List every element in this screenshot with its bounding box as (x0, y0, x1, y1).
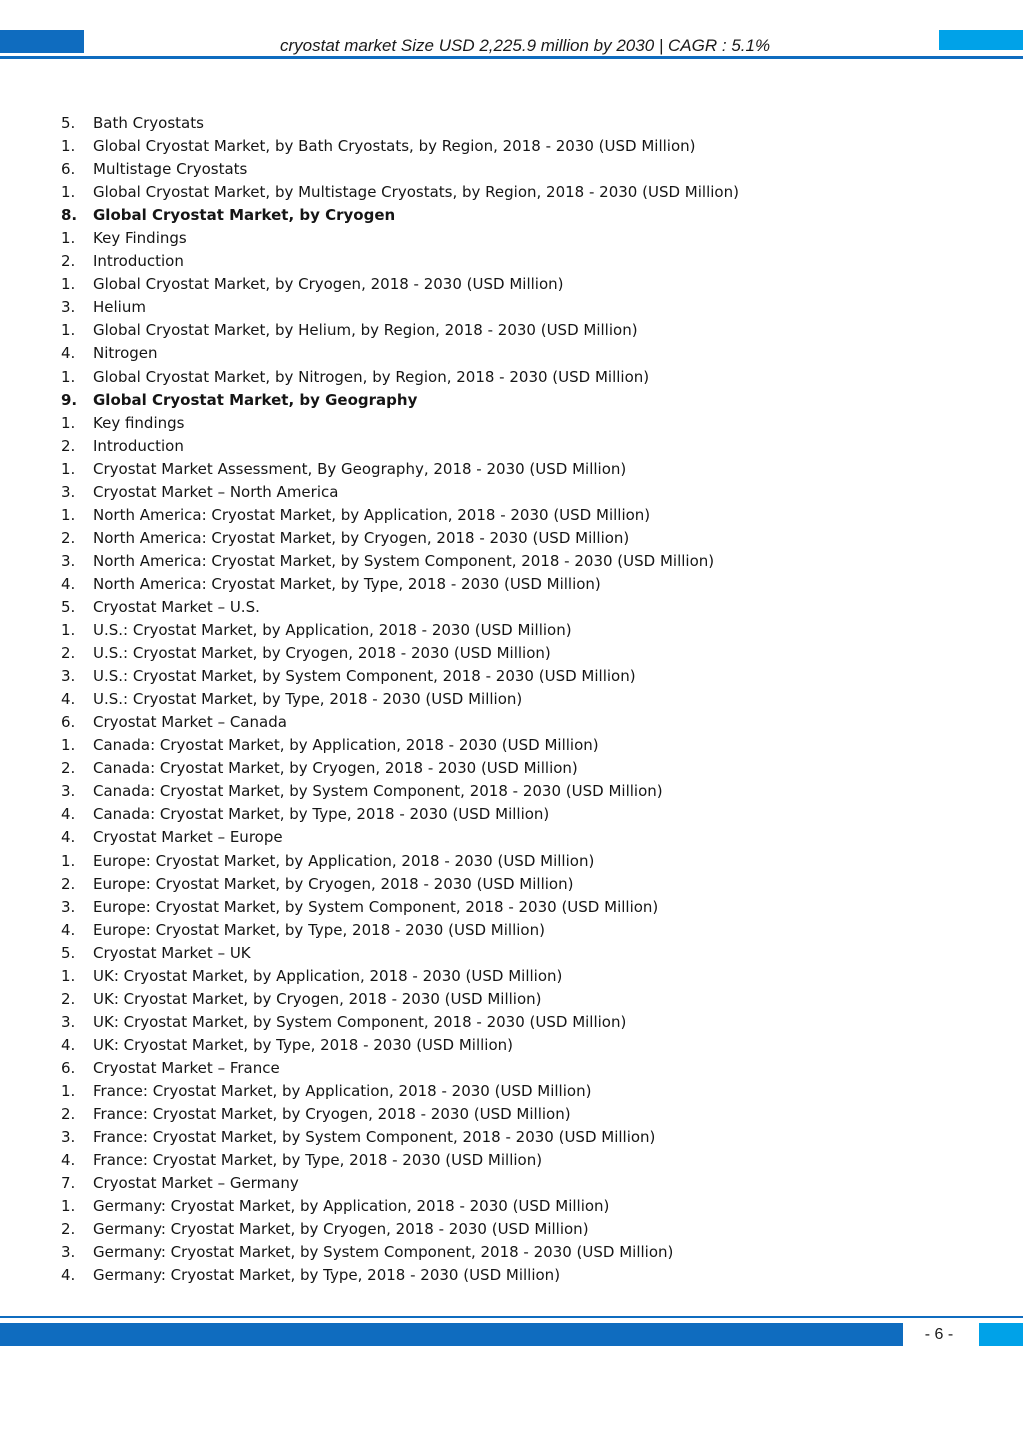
toc-entry (0, 873, 1023, 896)
toc-entry-text: Global Cryostat Market, by Nitrogen, by Region, 2018 - 2030 (USD Million) (93, 367, 650, 386)
toc-entry (0, 1218, 1023, 1241)
toc-entry (0, 1264, 1023, 1287)
toc-entry-text: Cryostat Market – France (93, 1058, 280, 1077)
toc-entry-text: U.S.: Cryostat Market, by Type, 2018 - 2030 (USD Million) (93, 690, 523, 709)
toc-entry-text: Key Findings (93, 229, 187, 248)
toc-entry-text: Bath Cryostats (93, 114, 204, 132)
footer-accent-block-right (979, 1323, 1023, 1346)
toc-entry (0, 435, 1023, 458)
toc-entry-text: Europe: Cryostat Market, by Cryogen, 2018 - 2030 (USD Million) (93, 874, 574, 893)
toc-entry-number: 1. (61, 413, 76, 432)
toc-entry (0, 734, 1023, 757)
toc-entry-text: Cryostat Market – UK (93, 943, 251, 962)
toc-entry-text: Cryostat Market – North America (93, 482, 339, 501)
toc-entry-number: 2. (61, 1220, 76, 1239)
toc-entry-number: 1. (61, 321, 76, 340)
toc-entry-number: 2. (61, 644, 76, 663)
toc-entry-text: Introduction (93, 436, 184, 455)
toc-entry (0, 527, 1023, 550)
toc-entry-text: Cryostat Market – Germany (93, 1174, 299, 1193)
page-number: - 6 - (924, 1326, 954, 1343)
toc-entry-number: 6. (61, 160, 76, 179)
toc-entry-number: 4. (61, 828, 76, 847)
toc-entry-text: U.S.: Cryostat Market, by Cryogen, 2018 - 2030 (USD Million) (93, 644, 551, 663)
toc-entry (0, 896, 1023, 919)
toc-entry-number: 2. (61, 528, 76, 547)
toc-entry-text: UK: Cryostat Market, by System Component, 2018 - 2030 (USD Million) (93, 1012, 627, 1031)
toc-entry-text: Multistage Cryostats (93, 160, 248, 179)
toc-entry-number: 8. (61, 206, 78, 225)
toc-entry (0, 1126, 1023, 1149)
toc-entry (0, 965, 1023, 988)
toc-entry-number: 2. (61, 874, 76, 893)
toc-entry-number: 3. (61, 551, 76, 570)
toc-entry (0, 919, 1023, 942)
toc-entry-number: 5. (61, 114, 76, 132)
toc-entry (0, 757, 1023, 780)
toc-entry (0, 1080, 1023, 1103)
toc-entry-number: 4. (61, 805, 76, 824)
toc-entry (0, 158, 1023, 181)
toc-entry-text: Cryostat Market – Canada (93, 713, 287, 732)
toc-entry-number: 3. (61, 1128, 76, 1147)
toc-entry-text: UK: Cryostat Market, by Type, 2018 - 2030 (USD Million) (93, 1035, 514, 1054)
toc-section-heading (0, 204, 1023, 227)
footer-rule (0, 1316, 1023, 1318)
toc-entry-text: Global Cryostat Market, by Helium, by Region, 2018 - 2030 (USD Million) (93, 321, 638, 340)
toc-entry (0, 803, 1023, 826)
toc-entry (0, 688, 1023, 711)
toc-entry (0, 412, 1023, 435)
toc-entry-number: 2. (61, 1105, 76, 1124)
toc-entry-number: 1. (61, 1197, 76, 1216)
toc-entry (0, 642, 1023, 665)
toc-entry-text: Key findings (93, 413, 185, 432)
footer-accent-bar (0, 1323, 903, 1346)
toc-entry-number: 1. (61, 621, 76, 640)
toc-entry-number: 1. (61, 367, 76, 386)
toc-entry (0, 573, 1023, 596)
toc-entry-text: Global Cryostat Market, by Geography (93, 390, 418, 409)
toc-entry-number: 1. (61, 229, 76, 248)
header-title: cryostat market Size USD 2,225.9 million by 2030 | CAGR : 5.1% (280, 36, 771, 55)
toc-entry-number: 7. (61, 1174, 76, 1193)
toc-entry-text: UK: Cryostat Market, by Application, 2018 - 2030 (USD Million) (93, 966, 563, 985)
toc-entry-number: 3. (61, 1243, 76, 1262)
toc-entry (0, 181, 1023, 204)
toc-entry-text: Global Cryostat Market, by Multistage Cryostats, by Region, 2018 - 2030 (USD Million) (93, 183, 739, 202)
toc-entry-text: North America: Cryostat Market, by Cryogen, 2018 - 2030 (USD Million) (93, 528, 630, 547)
toc-entry-number: 1. (61, 505, 76, 524)
toc-entry-text: Global Cryostat Market, by Cryogen (93, 206, 396, 225)
toc-entry-number: 2. (61, 436, 76, 455)
toc-entry (0, 1103, 1023, 1126)
table-of-contents (0, 112, 1023, 1287)
toc-entry-number: 2. (61, 252, 76, 271)
toc-entry-text: Europe: Cryostat Market, by System Component, 2018 - 2030 (USD Million) (93, 897, 659, 916)
toc-entry (0, 711, 1023, 734)
toc-entry (0, 250, 1023, 273)
toc-entry-text: Canada: Cryostat Market, by Cryogen, 2018 - 2030 (USD Million) (93, 759, 578, 778)
toc-entry (0, 1195, 1023, 1218)
toc-entry-number: 1. (61, 183, 76, 202)
toc-entry-number: 6. (61, 1058, 76, 1077)
toc-entry-text: Helium (93, 298, 146, 317)
toc-entry (0, 1011, 1023, 1034)
toc-entry-number: 3. (61, 482, 76, 501)
toc-entry-text: U.S.: Cryostat Market, by System Component, 2018 - 2030 (USD Million) (93, 667, 636, 686)
toc-entry-text: Cryostat Market – Europe (93, 828, 283, 847)
toc-entry (0, 596, 1023, 619)
toc-entry-text: Canada: Cryostat Market, by Application, 2018 - 2030 (USD Million) (93, 736, 599, 755)
toc-entry-number: 2. (61, 989, 76, 1008)
toc-entry-number: 6. (61, 713, 76, 732)
toc-entry (0, 619, 1023, 642)
toc-entry-number: 1. (61, 137, 76, 156)
toc-entry (0, 850, 1023, 873)
toc-entry (0, 504, 1023, 527)
toc-entry-text: Europe: Cryostat Market, by Application, 2018 - 2030 (USD Million) (93, 851, 595, 870)
toc-entry (0, 135, 1023, 158)
toc-entry-number: 4. (61, 1266, 76, 1285)
toc-entry-text: Cryostat Market Assessment, By Geography, 2018 - 2030 (USD Million) (93, 459, 627, 478)
toc-entry-text: Global Cryostat Market, by Cryogen, 2018 - 2030 (USD Million) (93, 275, 564, 294)
toc-entry-number: 1. (61, 1081, 76, 1100)
toc-entry-number: 9. (61, 390, 78, 409)
toc-entry-text: Nitrogen (93, 344, 158, 363)
toc-entry-text: France: Cryostat Market, by Type, 2018 - 2030 (USD Million) (93, 1151, 543, 1170)
toc-section-heading (0, 389, 1023, 412)
toc-entry-text: France: Cryostat Market, by Cryogen, 2018 - 2030 (USD Million) (93, 1105, 571, 1124)
toc-entry (0, 112, 1023, 135)
toc-entry-number: 4. (61, 574, 76, 593)
toc-entry (0, 550, 1023, 573)
toc-entry-number: 3. (61, 298, 76, 317)
toc-entry-number: 1. (61, 851, 76, 870)
toc-entry-text: Canada: Cryostat Market, by System Component, 2018 - 2030 (USD Million) (93, 782, 663, 801)
toc-entry-number: 3. (61, 897, 76, 916)
toc-entry-text: North America: Cryostat Market, by Application, 2018 - 2030 (USD Million) (93, 505, 651, 524)
toc-entry (0, 1241, 1023, 1264)
toc-entry (0, 481, 1023, 504)
toc-entry-text: France: Cryostat Market, by Application, 2018 - 2030 (USD Million) (93, 1081, 592, 1100)
toc-entry (0, 296, 1023, 319)
toc-entry-text: Cryostat Market – U.S. (93, 597, 260, 616)
toc-entry-text: UK: Cryostat Market, by Cryogen, 2018 - 2030 (USD Million) (93, 989, 542, 1008)
toc-entry (0, 319, 1023, 342)
toc-entry-number: 4. (61, 344, 76, 363)
toc-entry-text: Germany: Cryostat Market, by Cryogen, 2018 - 2030 (USD Million) (93, 1220, 589, 1239)
header-rule (0, 56, 1023, 59)
toc-entry-text: France: Cryostat Market, by System Component, 2018 - 2030 (USD Million) (93, 1128, 656, 1147)
toc-entry-text: North America: Cryostat Market, by Type, 2018 - 2030 (USD Million) (93, 574, 601, 593)
header-accent-block-left (0, 30, 84, 53)
toc-entry-number: 4. (61, 1151, 76, 1170)
toc-entry (0, 826, 1023, 849)
toc-entry (0, 1172, 1023, 1195)
toc-entry-number: 1. (61, 736, 76, 755)
toc-entry (0, 1057, 1023, 1080)
toc-entry (0, 342, 1023, 365)
toc-entry-number: 3. (61, 782, 76, 801)
toc-entry-text: Europe: Cryostat Market, by Type, 2018 - 2030 (USD Million) (93, 920, 545, 939)
toc-entry (0, 366, 1023, 389)
toc-entry-text: Germany: Cryostat Market, by Application, 2018 - 2030 (USD Million) (93, 1197, 610, 1216)
toc-entry-number: 1. (61, 966, 76, 985)
toc-entry-number: 5. (61, 597, 76, 616)
toc-entry (0, 1149, 1023, 1172)
toc-entry-number: 1. (61, 459, 76, 478)
toc-entry-text: Introduction (93, 252, 184, 271)
toc-entry (0, 780, 1023, 803)
toc-entry-number: 5. (61, 943, 76, 962)
toc-entry (0, 458, 1023, 481)
toc-entry-number: 3. (61, 667, 76, 686)
toc-entry-number: 4. (61, 1035, 76, 1054)
toc-entry-number: 4. (61, 920, 76, 939)
toc-entry-text: North America: Cryostat Market, by System Component, 2018 - 2030 (USD Million) (93, 551, 715, 570)
toc-entry-text: U.S.: Cryostat Market, by Application, 2018 - 2030 (USD Million) (93, 621, 572, 640)
toc-entry (0, 227, 1023, 250)
toc-entry-text: Canada: Cryostat Market, by Type, 2018 - 2030 (USD Million) (93, 805, 550, 824)
toc-entry-number: 1. (61, 275, 76, 294)
toc-entry (0, 942, 1023, 965)
toc-entry-number: 2. (61, 759, 76, 778)
toc-entry-text: Global Cryostat Market, by Bath Cryostats, by Region, 2018 - 2030 (USD Million) (93, 137, 696, 156)
toc-entry-text: Germany: Cryostat Market, by Type, 2018 - 2030 (USD Million) (93, 1266, 561, 1285)
toc-entry (0, 665, 1023, 688)
toc-entry-number: 4. (61, 690, 76, 709)
toc-entry-number: 3. (61, 1012, 76, 1031)
header-accent-block-right (939, 30, 1023, 50)
toc-entry (0, 1034, 1023, 1057)
toc-entry-text: Germany: Cryostat Market, by System Component, 2018 - 2030 (USD Million) (93, 1243, 674, 1262)
toc-entry (0, 988, 1023, 1011)
toc-entry (0, 273, 1023, 296)
